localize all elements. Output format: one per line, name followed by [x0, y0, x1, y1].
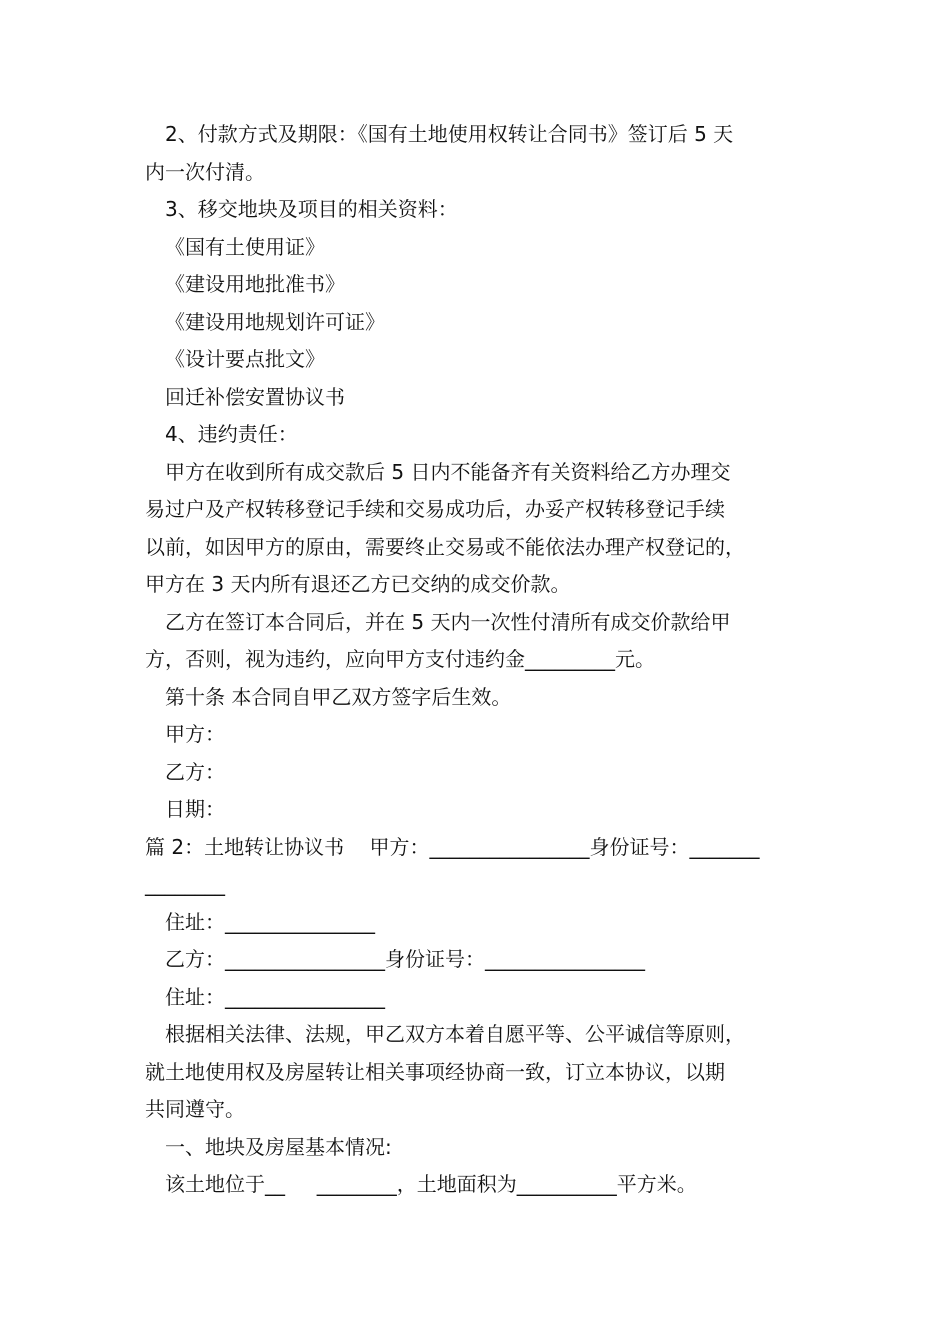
material-item: 《建设用地批准书》	[165, 272, 345, 296]
payment-terms-continuation: 内一次付清。	[145, 159, 265, 184]
breach-party-a-line: 甲方在 3 天内所有退还乙方已交纳的成交价款。	[145, 572, 571, 596]
date-field: 日期：	[165, 797, 225, 821]
payment-terms-line: 2、付款方式及期限：《国有土地使用权转让合同书》签订后 5 天	[165, 122, 734, 146]
handover-materials-heading: 3、移交地块及项目的相关资料：	[165, 197, 458, 221]
party-b-info: 乙方：________________身份证号：________________	[165, 947, 645, 971]
party-a-address: 住址：_______________	[165, 909, 375, 934]
breach-party-a-line: 甲方在收到所有成交款后 5 日内不能备齐有关资料给乙方办理交	[165, 459, 731, 484]
agreement-two-title-continuation: ________	[145, 872, 225, 896]
breach-party-a-line: 易过户及产权转移登记手续和交易成功后，办妥产权转移登记手续	[145, 497, 725, 521]
section-one-heading: 一、地块及房屋基本情况:	[165, 1134, 392, 1159]
breach-party-b-line: 方，否则，视为违约，应向甲方支付违约金_________元。	[145, 647, 655, 671]
material-item: 《建设用地规划许可证》	[165, 309, 385, 334]
material-item: 《设计要点批文》	[165, 347, 325, 371]
article-ten: 第十条 本合同自甲乙双方签字后生效。	[165, 684, 512, 709]
land-location-line: 该土地位于__ ________，土地面积为__________平方米。	[165, 1172, 697, 1196]
breach-heading: 4、违约责任：	[165, 422, 298, 446]
agreement-two-title-line: 篇 2：土地转让协议书 甲方：________________身份证号：_______	[145, 834, 760, 859]
material-item: 回迁补偿安置协议书	[165, 384, 345, 409]
preamble-line: 根据相关法律、法规，甲乙双方本着自愿平等、公平诚信等原则，	[165, 1022, 745, 1046]
document-body	[145, 116, 815, 1204]
party-b-address: 住址：________________	[165, 984, 385, 1009]
material-item: 《国有土使用证》	[165, 234, 325, 259]
party-a-signature: 甲方：	[165, 722, 225, 746]
breach-party-b-line: 乙方在签订本合同后，并在 5 天内一次性付清所有成交价款给甲	[165, 609, 731, 634]
party-b-signature: 乙方：	[165, 759, 225, 784]
preamble-line: 就土地使用权及房屋转让相关事项经协商一致，订立本协议，以期	[145, 1059, 725, 1084]
breach-party-a-line: 以前，如因甲方的原由，需要终止交易或不能依法办理产权登记的，	[145, 534, 745, 559]
preamble-line: 共同遵守。	[145, 1097, 245, 1121]
